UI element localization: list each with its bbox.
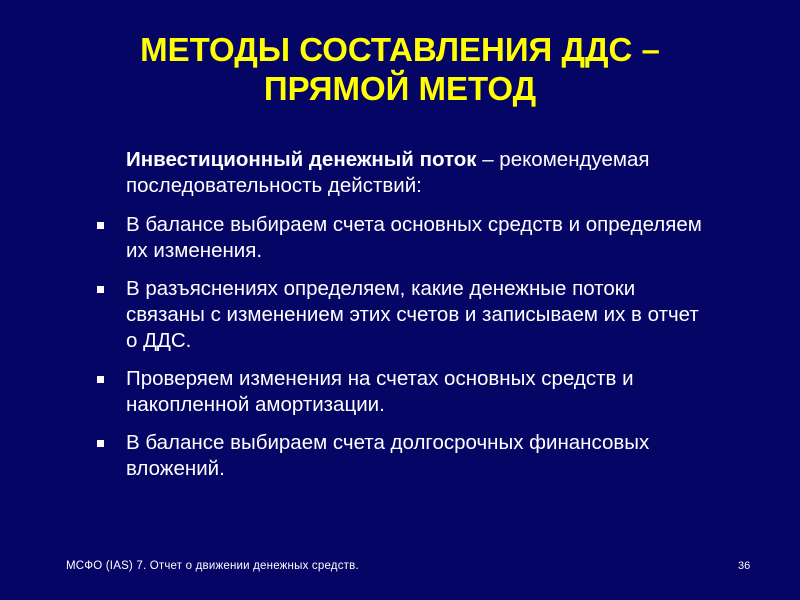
bullet-text: В балансе выбираем счета долгосрочных финансовых вложений. xyxy=(126,431,650,480)
bullet-text: Проверяем изменения на счетах основных средств и накопленной амортизации. xyxy=(126,367,634,416)
slide-title-line-2: ПРЯМОЙ МЕТОД xyxy=(263,70,537,107)
bullet-text: В разъяснениях определяем, какие денежные потоки связаны с изменением этих счетов и записываем их в отчет о ДДС. xyxy=(126,277,699,352)
bullet-item xyxy=(95,212,715,264)
square-bullet-icon xyxy=(97,376,104,383)
bullet-list xyxy=(95,212,715,494)
bullet-item xyxy=(95,276,715,354)
square-bullet-icon xyxy=(97,440,104,447)
slide-title xyxy=(60,30,740,108)
slide-footer: МСФО (IAS) 7. Отчет о движении денежных средств. xyxy=(66,560,359,572)
bullet-text: В балансе выбираем счета основных средств и определяем их изменения. xyxy=(126,213,702,262)
bullet-item xyxy=(95,430,715,482)
intro-text: – рекомендуемая последовательность действий: xyxy=(126,148,650,197)
square-bullet-icon xyxy=(97,286,104,293)
slide-title-line-1: МЕТОДЫ СОСТАВЛЕНИЯ ДДС – xyxy=(140,31,660,68)
intro-paragraph xyxy=(126,147,726,199)
square-bullet-icon xyxy=(97,222,104,229)
bullet-item xyxy=(95,366,715,418)
page-number: 36 xyxy=(738,560,751,572)
intro-bold-term: Инвестиционный денежный поток xyxy=(126,148,477,171)
